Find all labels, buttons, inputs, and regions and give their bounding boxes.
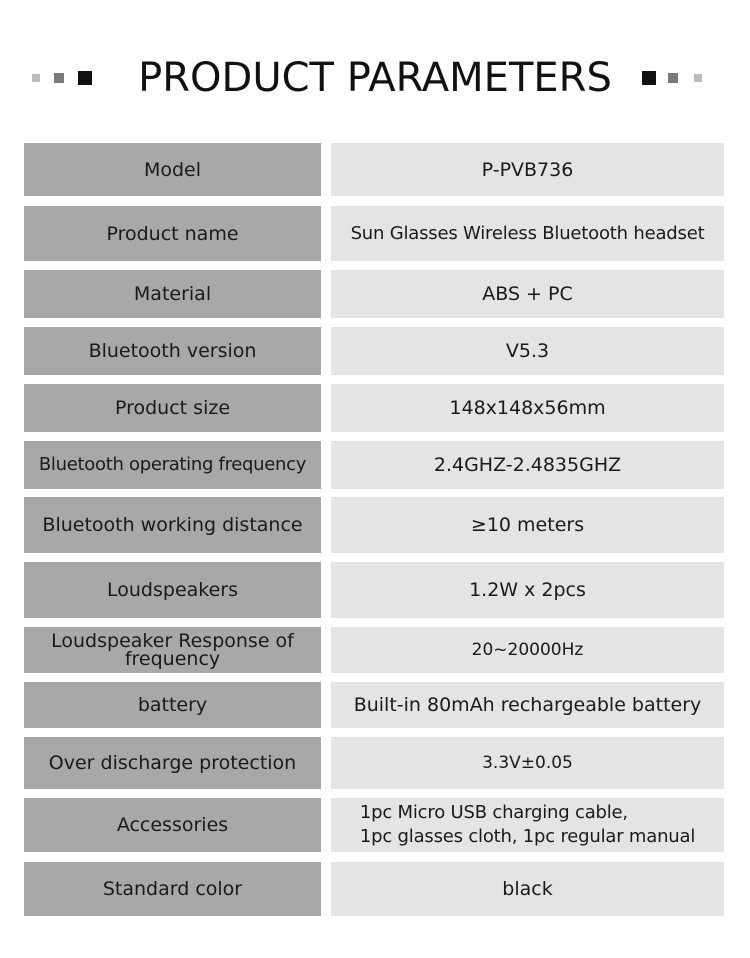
table-row (24, 737, 724, 789)
table-row (24, 862, 724, 916)
table-row (24, 627, 724, 673)
param-value (331, 798, 724, 852)
table-row (24, 270, 724, 318)
param-value: Built-in 80mAh rechargeable battery (331, 682, 724, 728)
param-label: Standard color (24, 862, 321, 916)
param-label: Bluetooth version (24, 327, 321, 375)
param-label: Accessories (24, 798, 321, 852)
param-label: Bluetooth working distance (24, 497, 321, 553)
param-label: Loudspeaker Response of frequency (24, 627, 321, 673)
table-row (24, 441, 724, 489)
table-row (24, 206, 724, 261)
param-label: Product name (24, 206, 321, 261)
page-header (0, 50, 750, 106)
table-row (24, 798, 724, 852)
param-label: Product size (24, 384, 321, 432)
decorative-squares-right (642, 73, 706, 83)
param-label: Bluetooth operating frequency (24, 441, 321, 489)
accessories-line: 1pc Micro USB charging cable, (359, 802, 628, 823)
accessories-lines (360, 801, 695, 849)
param-value: 3.3V±0.05 (331, 737, 724, 789)
param-value: Sun Glasses Wireless Bluetooth headset (331, 206, 724, 261)
table-row (24, 497, 724, 553)
square-dark-icon (642, 71, 656, 85)
square-mid-icon (668, 73, 678, 83)
square-light-icon (694, 74, 702, 82)
param-label: Model (24, 143, 321, 196)
table-row (24, 327, 724, 375)
page-title: PRODUCT PARAMETERS (138, 55, 612, 101)
param-value: 2.4GHZ-2.4835GHZ (331, 441, 724, 489)
param-label: Over discharge protection (24, 737, 321, 789)
table-row (24, 682, 724, 728)
param-value: 148x148x56mm (331, 384, 724, 432)
square-mid-icon (54, 73, 64, 83)
accessories-line: 1pc glasses cloth, 1pc regular manual (359, 826, 696, 847)
param-value: ABS + PC (331, 270, 724, 318)
table-row (24, 562, 724, 618)
table-row (24, 384, 724, 432)
param-value: ≥10 meters (331, 497, 724, 553)
square-light-icon (32, 74, 40, 82)
param-value: 20~20000Hz (331, 627, 724, 673)
param-value: V5.3 (331, 327, 724, 375)
param-value: black (331, 862, 724, 916)
param-value: P-PVB736 (331, 143, 724, 196)
param-label: Material (24, 270, 321, 318)
table-row (24, 143, 724, 196)
param-value: 1.2W x 2pcs (331, 562, 724, 618)
param-label: battery (24, 682, 321, 728)
param-label: Loudspeakers (24, 562, 321, 618)
decorative-squares-left (32, 73, 96, 83)
square-dark-icon (78, 71, 92, 85)
